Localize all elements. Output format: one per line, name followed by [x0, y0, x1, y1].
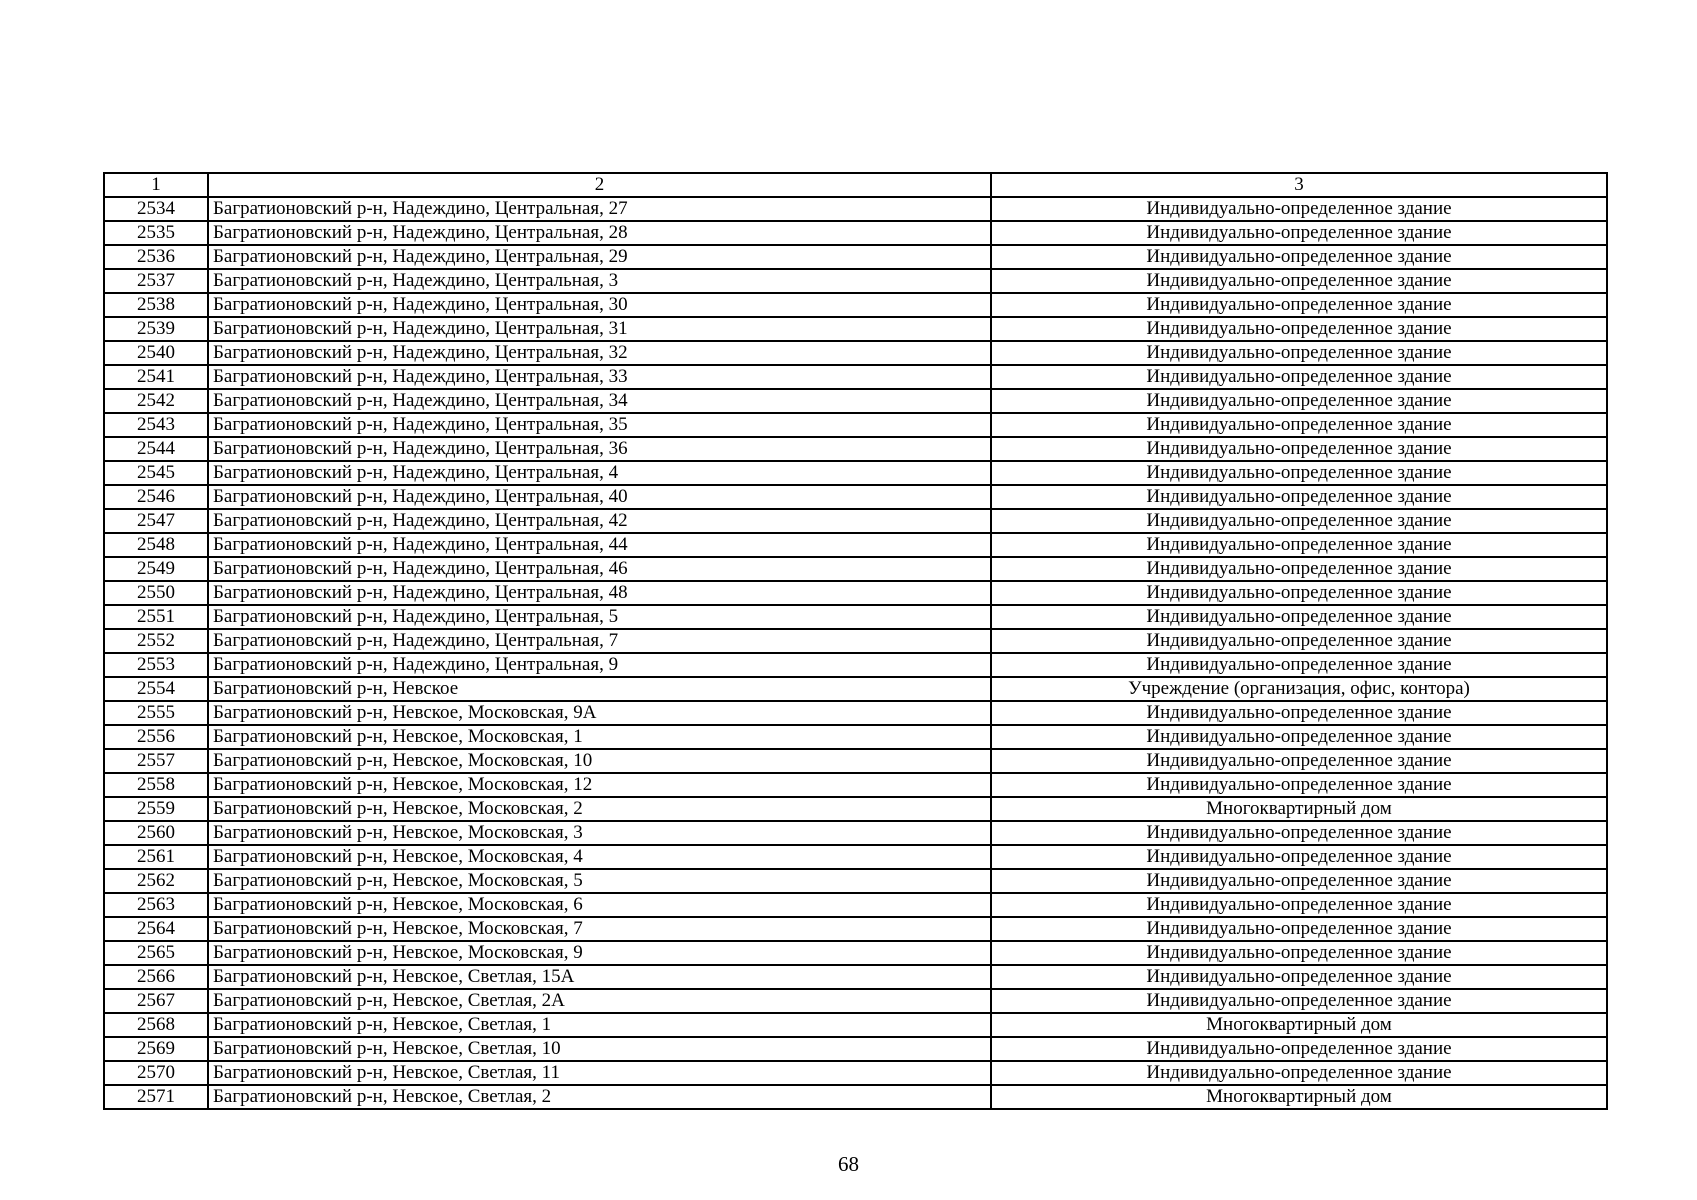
table-row: [104, 269, 1607, 293]
table-row: [104, 725, 1607, 749]
address-cell: Багратионовский р-н, Невское, Московская, 7: [208, 917, 991, 941]
address-cell: Багратионовский р-н, Надеждино, Центральная, 32: [208, 341, 991, 365]
address-cell: Багратионовский р-н, Надеждино, Центральная, 28: [208, 221, 991, 245]
table-row: [104, 1085, 1607, 1109]
row-number-cell: 2558: [104, 773, 208, 797]
building-type-cell: Индивидуально-определенное здание: [991, 749, 1607, 773]
table-row: [104, 677, 1607, 701]
building-type-cell: Многоквартирный дом: [991, 1085, 1607, 1109]
building-type-cell: Индивидуально-определенное здание: [991, 917, 1607, 941]
row-number-cell: 2540: [104, 341, 208, 365]
building-type-cell: Индивидуально-определенное здание: [991, 221, 1607, 245]
address-cell: Багратионовский р-н, Невское, Московская, 10: [208, 749, 991, 773]
table-row: [104, 341, 1607, 365]
row-number-cell: 2546: [104, 485, 208, 509]
building-type-cell: Индивидуально-определенное здание: [991, 821, 1607, 845]
address-cell: Багратионовский р-н, Надеждино, Центральная, 48: [208, 581, 991, 605]
row-number-cell: 2570: [104, 1061, 208, 1085]
row-number-cell: 2561: [104, 845, 208, 869]
row-number-cell: 2537: [104, 269, 208, 293]
address-cell: Багратионовский р-н, Надеждино, Центральная, 42: [208, 509, 991, 533]
address-cell: Багратионовский р-н, Невское, Светлая, 2А: [208, 989, 991, 1013]
row-number-cell: 2551: [104, 605, 208, 629]
row-number-cell: 2565: [104, 941, 208, 965]
table-row: [104, 461, 1607, 485]
table-row: [104, 653, 1607, 677]
row-number-cell: 2562: [104, 869, 208, 893]
address-cell: Багратионовский р-н, Невское, Московская, 5: [208, 869, 991, 893]
table-row: [104, 389, 1607, 413]
row-number-cell: 2548: [104, 533, 208, 557]
table-row: [104, 749, 1607, 773]
row-number-cell: 2571: [104, 1085, 208, 1109]
address-cell: Багратионовский р-н, Надеждино, Центральная, 27: [208, 197, 991, 221]
address-cell: Багратионовский р-н, Надеждино, Центральная, 4: [208, 461, 991, 485]
building-type-cell: Индивидуально-определенное здание: [991, 941, 1607, 965]
building-type-cell: Индивидуально-определенное здание: [991, 701, 1607, 725]
table-row: [104, 821, 1607, 845]
address-cell: Багратионовский р-н, Надеждино, Центральная, 30: [208, 293, 991, 317]
address-cell: Багратионовский р-н, Надеждино, Центральная, 9: [208, 653, 991, 677]
row-number-cell: 2547: [104, 509, 208, 533]
building-type-cell: Индивидуально-определенное здание: [991, 893, 1607, 917]
building-type-cell: Индивидуально-определенное здание: [991, 365, 1607, 389]
row-number-cell: 2545: [104, 461, 208, 485]
column-header-address: 2: [208, 173, 991, 197]
row-number-cell: 2555: [104, 701, 208, 725]
table-header-row: [104, 173, 1607, 197]
row-number-cell: 2553: [104, 653, 208, 677]
row-number-cell: 2564: [104, 917, 208, 941]
table-row: [104, 797, 1607, 821]
address-cell: Багратионовский р-н, Невское, Московская, 9: [208, 941, 991, 965]
row-number-cell: 2542: [104, 389, 208, 413]
row-number-cell: 2541: [104, 365, 208, 389]
address-cell: Багратионовский р-н, Невское, Светлая, 15А: [208, 965, 991, 989]
building-type-cell: Индивидуально-определенное здание: [991, 437, 1607, 461]
building-type-cell: Индивидуально-определенное здание: [991, 773, 1607, 797]
table-row: [104, 533, 1607, 557]
table-row: [104, 941, 1607, 965]
table-row: [104, 245, 1607, 269]
table-body: [104, 173, 1607, 1109]
address-cell: Багратионовский р-н, Надеждино, Центральная, 40: [208, 485, 991, 509]
building-type-cell: Индивидуально-определенное здание: [991, 461, 1607, 485]
row-number-cell: 2569: [104, 1037, 208, 1061]
address-cell: Багратионовский р-н, Невское, Московская, 6: [208, 893, 991, 917]
address-cell: Багратионовский р-н, Надеждино, Центральная, 36: [208, 437, 991, 461]
building-type-cell: Индивидуально-определенное здание: [991, 557, 1607, 581]
address-cell: Багратионовский р-н, Невское, Московская, 12: [208, 773, 991, 797]
address-cell: Багратионовский р-н, Невское, Светлая, 1: [208, 1013, 991, 1037]
table-row: [104, 869, 1607, 893]
table-row: [104, 485, 1607, 509]
building-type-cell: Индивидуально-определенное здание: [991, 653, 1607, 677]
building-type-cell: Индивидуально-определенное здание: [991, 581, 1607, 605]
table-row: [104, 965, 1607, 989]
row-number-cell: 2544: [104, 437, 208, 461]
table-row: [104, 701, 1607, 725]
column-header-number: 1: [104, 173, 208, 197]
table-row: [104, 605, 1607, 629]
table-row: [104, 893, 1607, 917]
row-number-cell: 2535: [104, 221, 208, 245]
row-number-cell: 2536: [104, 245, 208, 269]
building-type-cell: Многоквартирный дом: [991, 797, 1607, 821]
address-cell: Багратионовский р-н, Невское, Светлая, 11: [208, 1061, 991, 1085]
buildings-table: [103, 172, 1608, 1110]
row-number-cell: 2554: [104, 677, 208, 701]
address-cell: Багратионовский р-н, Невское, Светлая, 10: [208, 1037, 991, 1061]
row-number-cell: 2568: [104, 1013, 208, 1037]
address-cell: Багратионовский р-н, Надеждино, Центральная, 31: [208, 317, 991, 341]
table-row: [104, 917, 1607, 941]
table-row: [104, 197, 1607, 221]
row-number-cell: 2567: [104, 989, 208, 1013]
table-row: [104, 557, 1607, 581]
table-row: [104, 413, 1607, 437]
row-number-cell: 2559: [104, 797, 208, 821]
address-cell: Багратионовский р-н, Надеждино, Центральная, 5: [208, 605, 991, 629]
building-type-cell: Учреждение (организация, офис, контора): [991, 677, 1607, 701]
column-header-type: 3: [991, 173, 1607, 197]
table-row: [104, 1037, 1607, 1061]
row-number-cell: 2557: [104, 749, 208, 773]
building-type-cell: Многоквартирный дом: [991, 1013, 1607, 1037]
address-cell: Багратионовский р-н, Надеждино, Центральная, 3: [208, 269, 991, 293]
building-type-cell: Индивидуально-определенное здание: [991, 725, 1607, 749]
building-type-cell: Индивидуально-определенное здание: [991, 605, 1607, 629]
table-row: [104, 293, 1607, 317]
building-type-cell: Индивидуально-определенное здание: [991, 341, 1607, 365]
address-cell: Багратионовский р-н, Невское, Московская, 1: [208, 725, 991, 749]
table-row: [104, 1013, 1607, 1037]
building-type-cell: Индивидуально-определенное здание: [991, 293, 1607, 317]
building-type-cell: Индивидуально-определенное здание: [991, 389, 1607, 413]
address-cell: Багратионовский р-н, Надеждино, Центральная, 29: [208, 245, 991, 269]
address-cell: Багратионовский р-н, Надеждино, Центральная, 33: [208, 365, 991, 389]
building-type-cell: Индивидуально-определенное здание: [991, 509, 1607, 533]
row-number-cell: 2550: [104, 581, 208, 605]
building-type-cell: Индивидуально-определенное здание: [991, 629, 1607, 653]
table-row: [104, 437, 1607, 461]
row-number-cell: 2552: [104, 629, 208, 653]
building-type-cell: Индивидуально-определенное здание: [991, 317, 1607, 341]
address-cell: Багратионовский р-н, Невское, Светлая, 2: [208, 1085, 991, 1109]
building-type-cell: Индивидуально-определенное здание: [991, 485, 1607, 509]
address-cell: Багратионовский р-н, Надеждино, Центральная, 34: [208, 389, 991, 413]
address-cell: Багратионовский р-н, Невское: [208, 677, 991, 701]
address-cell: Багратионовский р-н, Невское, Московская, 9А: [208, 701, 991, 725]
building-type-cell: Индивидуально-определенное здание: [991, 245, 1607, 269]
table-row: [104, 221, 1607, 245]
address-cell: Багратионовский р-н, Надеждино, Центральная, 44: [208, 533, 991, 557]
address-cell: Багратионовский р-н, Надеждино, Центральная, 35: [208, 413, 991, 437]
address-cell: Багратионовский р-н, Невское, Московская, 3: [208, 821, 991, 845]
building-type-cell: Индивидуально-определенное здание: [991, 845, 1607, 869]
building-type-cell: Индивидуально-определенное здание: [991, 869, 1607, 893]
page-number: 68: [838, 1152, 859, 1176]
table-row: [104, 317, 1607, 341]
address-cell: Багратионовский р-н, Надеждино, Центральная, 7: [208, 629, 991, 653]
table-row: [104, 845, 1607, 869]
row-number-cell: 2543: [104, 413, 208, 437]
row-number-cell: 2563: [104, 893, 208, 917]
row-number-cell: 2534: [104, 197, 208, 221]
address-cell: Багратионовский р-н, Надеждино, Центральная, 46: [208, 557, 991, 581]
table-row: [104, 581, 1607, 605]
building-type-cell: Индивидуально-определенное здание: [991, 1061, 1607, 1085]
building-type-cell: Индивидуально-определенное здание: [991, 1037, 1607, 1061]
table-row: [104, 365, 1607, 389]
row-number-cell: 2556: [104, 725, 208, 749]
table-row: [104, 509, 1607, 533]
table-row: [104, 773, 1607, 797]
row-number-cell: 2560: [104, 821, 208, 845]
building-type-cell: Индивидуально-определенное здание: [991, 989, 1607, 1013]
address-cell: Багратионовский р-н, Невское, Московская, 2: [208, 797, 991, 821]
table-row: [104, 1061, 1607, 1085]
row-number-cell: 2539: [104, 317, 208, 341]
building-type-cell: Индивидуально-определенное здание: [991, 197, 1607, 221]
row-number-cell: 2566: [104, 965, 208, 989]
row-number-cell: 2538: [104, 293, 208, 317]
table-row: [104, 629, 1607, 653]
address-cell: Багратионовский р-н, Невское, Московская, 4: [208, 845, 991, 869]
building-type-cell: Индивидуально-определенное здание: [991, 269, 1607, 293]
building-type-cell: Индивидуально-определенное здание: [991, 965, 1607, 989]
row-number-cell: 2549: [104, 557, 208, 581]
building-type-cell: Индивидуально-определенное здание: [991, 413, 1607, 437]
building-type-cell: Индивидуально-определенное здание: [991, 533, 1607, 557]
table-row: [104, 989, 1607, 1013]
